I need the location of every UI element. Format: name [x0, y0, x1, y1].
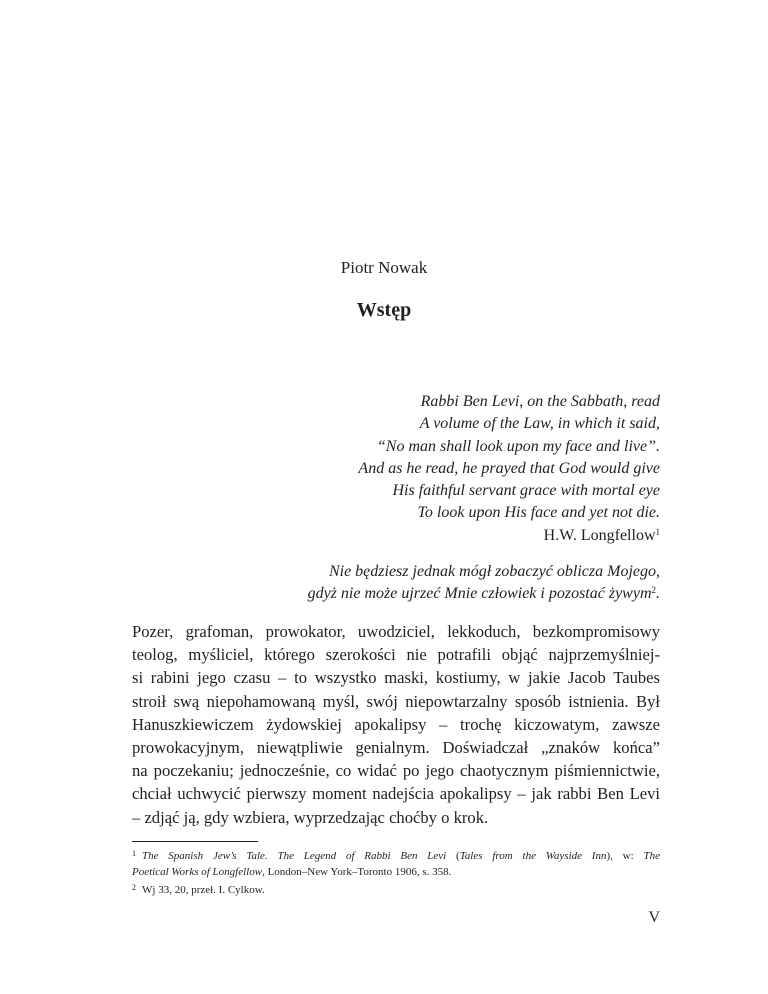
paragraph-line: teolog, myśliciel, którego szerokości nie potrafili objąć najprzemyślniej- — [132, 645, 660, 665]
epigraph-line-text: gdyż nie może ujrzeć Mnie człowiek i pozostać żywym — [307, 585, 652, 603]
paragraph-line: na poczekaniu; jednocześnie, co widać po jego chaotycznym piśmiennictwie, — [132, 761, 660, 781]
epigraph-line: Rabbi Ben Levi, on the Sabbath, read — [420, 393, 660, 410]
footnote-title: The Spanish Jew’s Tale. The Legend of Rabbi Ben Levi — [142, 850, 447, 862]
epigraph-longfellow — [358, 391, 660, 547]
footnote-2 — [132, 880, 660, 899]
epigraph-bible — [308, 561, 660, 606]
attribution-text: H.W. Longfellow — [543, 526, 656, 544]
footnote-mark: 1 — [132, 849, 136, 858]
page-number: V — [648, 909, 660, 926]
footnote-text: Wj 33, 20, przeł. I. Cylkow. — [142, 884, 265, 896]
footnote-series: Tales from the Wayside Inn — [459, 850, 607, 862]
footnote-separator — [132, 841, 258, 842]
footnote-ref-2[interactable]: 2 — [651, 585, 656, 596]
footnote-publication: , London–New York–Toronto 1906, s. 358. — [262, 865, 452, 878]
footnote-mark: 2 — [132, 883, 136, 892]
footnote-book: The — [643, 850, 660, 862]
footnote-text: ), w: — [606, 850, 644, 862]
epigraph-line-last — [308, 583, 660, 605]
epigraph-attribution — [358, 525, 660, 547]
footnotes — [132, 846, 660, 899]
epigraph-end-punct: . — [656, 585, 660, 603]
paragraph-line: si rabini jego czasu – to wszystko maski, kostiumy, w jakie Jacob Taubes — [132, 668, 660, 688]
author-name: Piotr Nowak — [340, 258, 428, 277]
epigraph-line: “No man shall look upon my face and live”. — [376, 437, 660, 455]
paragraph-line: prowokacyjnym, niewątpliwie genialnym. Doświadczał „znaków końca” — [132, 738, 660, 758]
body-paragraph — [132, 620, 660, 829]
paragraph-line: – zdjąć ją, gdy wzbiera, wyprzedzając choćby o krok. — [132, 807, 489, 827]
epigraph-line: Nie będziesz jednak mógł zobaczyć oblicza Mojego, — [328, 563, 660, 580]
epigraph-line: And as he read, he prayed that God would give — [358, 459, 660, 477]
epigraph-line: To look upon His face and yet not die. — [417, 504, 660, 522]
epigraph-line: His faithful servant grace with mortal eye — [392, 482, 660, 500]
footnote-book: Poetical Works of Longfellow — [132, 865, 263, 878]
paragraph-line: Pozer, grafoman, prowokator, uwodziciel, lekkoduch, bezkompromisowy — [132, 622, 660, 641]
footnote-1-continued — [132, 865, 660, 881]
footnote-ref-1[interactable]: 1 — [655, 526, 660, 537]
chapter-title: Wstęp — [356, 299, 412, 321]
paragraph-line: Hanuszkiewiczem żydowskiej apokalipsy – trochę kiczowatym, zawsze — [132, 714, 660, 734]
paragraph-line: chciał uchwycić pierwszy moment nadejścia apokalipsy – jak rabbi Ben Levi — [132, 784, 660, 804]
epigraph-line: A volume of the Law, in which it said, — [419, 415, 660, 433]
footnote-1 — [132, 846, 660, 865]
footnote-text: ( — [446, 850, 460, 862]
paragraph-line: stroił swą niepohamowaną myśl, swój niepowtarzalny sposób istnienia. Był — [132, 691, 660, 711]
